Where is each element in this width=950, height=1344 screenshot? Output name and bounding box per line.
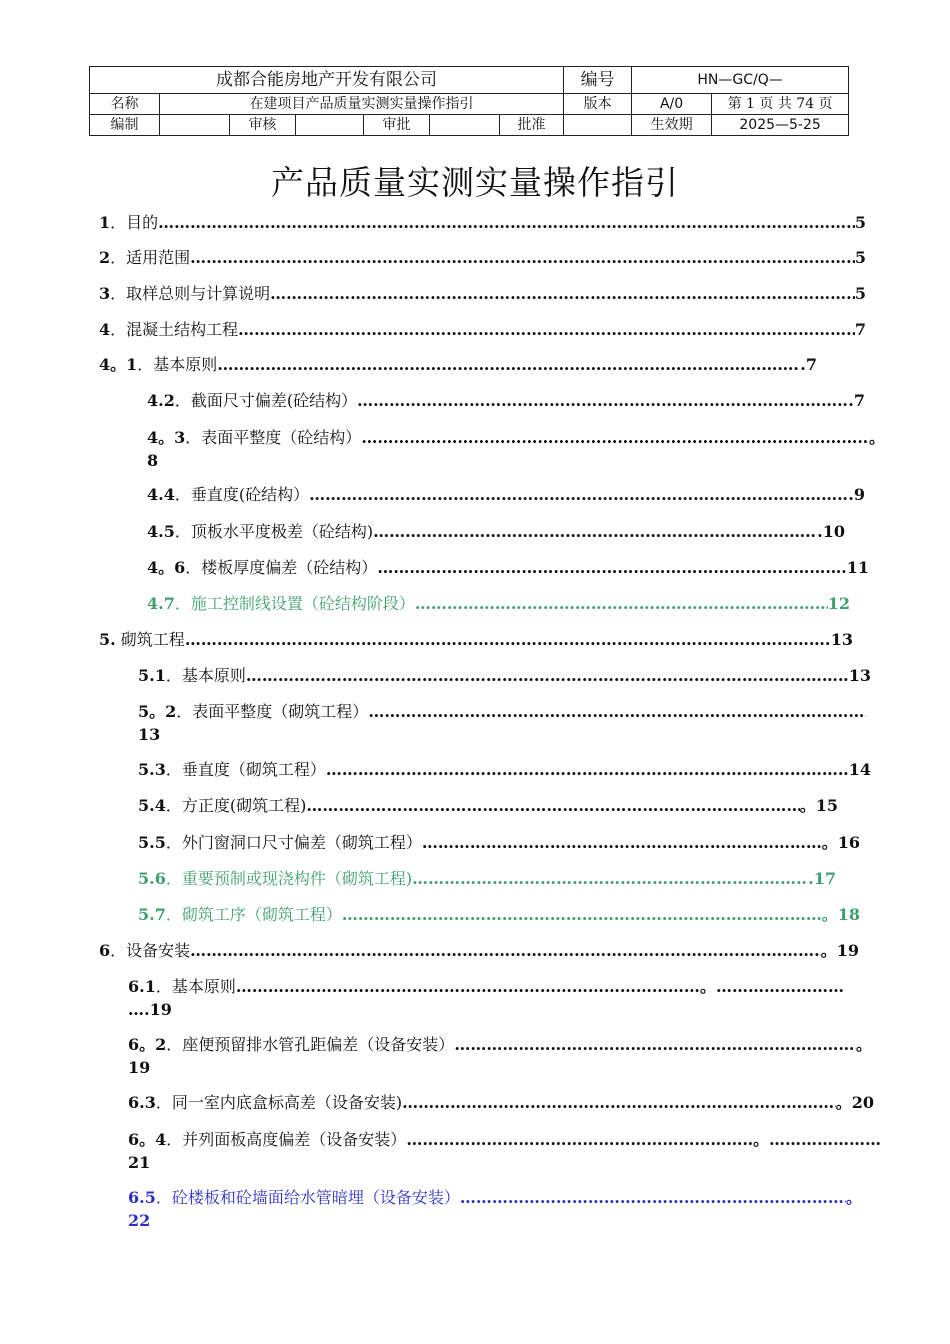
- toc-entry-page: 14: [848, 760, 871, 779]
- toc-entry[interactable]: [128, 1091, 874, 1114]
- toc-entry-page: 。18: [821, 905, 860, 924]
- toc-entry-title: [99, 318, 238, 341]
- toc-entry-number: 5.3: [138, 760, 166, 779]
- toc-entry-title: [147, 389, 357, 412]
- toc-entry-text: 取样总则与计算说明: [126, 284, 271, 303]
- toc-entry-number: 1: [99, 213, 111, 232]
- toc-entry-separator: ．: [155, 1188, 172, 1207]
- toc-entry-text: 基本原则: [153, 355, 218, 374]
- toc-entry[interactable]: [128, 975, 844, 1021]
- toc-entry-title: [99, 939, 190, 962]
- toc-entry-separator: ．: [165, 905, 182, 924]
- toc-entry-text: 并列面板高度偏差（设备安装）: [182, 1130, 407, 1149]
- toc-entry-page: 5: [854, 284, 866, 303]
- page-info: 第 1 页 共 74 页: [712, 94, 849, 115]
- toc-dot-leader: [373, 520, 817, 543]
- toc-entry-title: [147, 556, 377, 579]
- toc-entry-text: 表面平整度（砌筑工程）: [192, 702, 369, 721]
- toc-entry-text: 同一室内底盒标高差（设备安装): [171, 1093, 403, 1112]
- toc-entry-page-wrap: ….19: [128, 1000, 172, 1019]
- toc-entry-text: 目的: [126, 213, 159, 232]
- toc-entry-page: .11: [841, 558, 869, 577]
- toc-entry[interactable]: [99, 282, 866, 305]
- toc-entry-number: 4.7: [147, 594, 175, 613]
- toc-entry-title: [138, 758, 326, 781]
- toc-entry-separator: ．: [166, 1035, 183, 1054]
- toc-entry-text: 垂直度（砌筑工程）: [181, 760, 326, 779]
- toc-entry-separator: ．: [110, 284, 127, 303]
- toc-entry-text: 楼板厚度偏差（砼结构）: [201, 558, 378, 577]
- toc-dot-leader: [377, 556, 841, 579]
- version-value: A/0: [632, 94, 712, 115]
- toc-entry-page: 。……………………: [699, 977, 844, 996]
- toc-entry-title: [128, 1186, 460, 1209]
- toc-entry-title: [99, 246, 190, 269]
- toc-entry-separator: ．: [165, 833, 182, 852]
- toc-entry-page: 5: [854, 248, 866, 267]
- toc-entry-text: 砌筑工程: [120, 630, 185, 649]
- toc-entry[interactable]: [138, 867, 836, 890]
- toc-entry-number: 6: [99, 941, 111, 960]
- toc-entry-page-wrap: 21: [128, 1153, 151, 1172]
- toc-dot-leader: [412, 867, 808, 890]
- toc-entry-title: [128, 975, 236, 998]
- name-value: 在建项目产品质量实测实量操作指引: [160, 94, 564, 115]
- toc-entry-number: 4。3: [147, 428, 186, 447]
- toc-entry-title: [99, 211, 158, 234]
- toc-entry-title: [138, 831, 422, 854]
- toc-entry-title: [128, 1128, 406, 1151]
- toc-entry-page: 。15: [799, 796, 838, 815]
- toc-entry[interactable]: [128, 1033, 872, 1079]
- toc-entry-number: 4.4: [147, 485, 175, 504]
- code-value: HN—GC/Q—: [632, 67, 849, 94]
- toc-dot-leader: [309, 483, 848, 506]
- toc-entry-page: .10: [817, 522, 845, 541]
- toc-entry-text: 基本原则: [171, 977, 236, 996]
- toc-entry-number: 6.3: [128, 1093, 156, 1112]
- toc-entry-text: 外门窗洞口尺寸偏差（砌筑工程）: [181, 833, 422, 852]
- toc-entry-page: 。: [868, 428, 885, 447]
- toc-entry-title: [138, 794, 306, 817]
- toc-entry-page: 。19: [820, 941, 859, 960]
- toc-entry[interactable]: [99, 318, 866, 341]
- toc-entry-page: 。: [845, 1188, 862, 1207]
- toc-entry[interactable]: [147, 483, 865, 506]
- toc-dot-leader: [190, 939, 821, 962]
- review-value: [296, 115, 364, 136]
- toc-dot-leader: [217, 353, 800, 376]
- toc-entry-text: 设备安装: [126, 941, 191, 960]
- toc-entry-separator: ．: [176, 702, 193, 721]
- toc-entry-text: 施工控制线设置（砼结构阶段）: [190, 594, 415, 613]
- toc-entry-number: 4.2: [147, 391, 175, 410]
- document-title: 产品质量实测实量操作指引: [271, 163, 679, 202]
- toc-dot-leader: [236, 975, 700, 998]
- toc-entry-separator: ．: [166, 1130, 183, 1149]
- toc-dot-leader: [454, 1033, 856, 1056]
- toc-entry-separator: ．: [165, 796, 182, 815]
- toc-entry-separator: ．: [185, 428, 202, 447]
- toc-entry-separator: ．: [137, 355, 154, 374]
- toc-entry-separator: ．: [110, 213, 127, 232]
- toc-entry-title: [138, 664, 246, 687]
- toc-entry[interactable]: [99, 628, 853, 651]
- toc-entry-separator: ．: [174, 485, 191, 504]
- toc-entry-separator: ．: [155, 1093, 172, 1112]
- toc-entry[interactable]: [138, 831, 860, 854]
- toc-entry[interactable]: [138, 664, 871, 687]
- toc-entry-separator: ．: [110, 320, 127, 339]
- toc-entry-title: [147, 520, 373, 543]
- toc-entry-text: 截面尺寸偏差(砼结构）: [190, 391, 358, 410]
- toc-entry-separator: ．: [174, 594, 191, 613]
- prepared-label: 编制: [90, 115, 160, 136]
- toc-dot-leader: [402, 1091, 836, 1114]
- toc-entry-separator: ．: [155, 977, 172, 996]
- toc-entry-separator: ．: [174, 522, 191, 541]
- toc-entry-page: 。20: [835, 1093, 874, 1112]
- toc-entry-text: 表面平整度（砼结构）: [201, 428, 362, 447]
- toc-entry-separator: ．: [185, 558, 202, 577]
- toc-entry-page-wrap: 22: [128, 1211, 151, 1230]
- toc-entry-number: 5.6: [138, 869, 166, 888]
- toc-entry-page-wrap: 13: [138, 725, 161, 744]
- toc-entry-separator: ．: [110, 248, 127, 267]
- toc-entry-text: 混凝土结构工程: [126, 320, 239, 339]
- toc-dot-leader: [368, 700, 866, 723]
- toc-dot-leader: [415, 592, 828, 615]
- toc-entry-number: 5。2: [138, 702, 177, 721]
- toc-entry-number: 5.7: [138, 905, 166, 924]
- toc-entry-separator: ．: [174, 391, 191, 410]
- toc-dot-leader: [361, 426, 869, 449]
- toc-entry-title: [138, 700, 368, 723]
- company-name: 成都合能房地产开发有限公司: [90, 67, 564, 94]
- toc-entry-title: [128, 1033, 454, 1056]
- toc-entry[interactable]: [138, 794, 838, 817]
- toc-entry[interactable]: [128, 1186, 862, 1232]
- toc-entry-text: 适用范围: [126, 248, 191, 267]
- toc-entry-text: 顶板水平度极差（砼结构): [190, 522, 374, 541]
- toc-entry-title: [147, 483, 309, 506]
- toc-dot-leader: [306, 794, 799, 817]
- toc-entry-page: .7: [848, 391, 865, 410]
- toc-dot-leader: [190, 246, 855, 269]
- toc-entry-text: 垂直度(砼结构）: [190, 485, 310, 504]
- toc-entry-page: 。…………………: [752, 1130, 881, 1149]
- toc-entry[interactable]: [147, 389, 865, 412]
- toc-entry-number: 6。2: [128, 1035, 167, 1054]
- toc-entry-page: 。: [855, 1035, 872, 1054]
- toc-entry-number: 4。1: [99, 355, 138, 374]
- toc-entry-page: 7: [854, 320, 866, 339]
- effective-date: 2025—5-25: [712, 115, 849, 136]
- toc-entry-text: 座便预留排水管孔距偏差（设备安装）: [182, 1035, 455, 1054]
- toc-entry[interactable]: [138, 700, 866, 746]
- toc-entry-number: 6.5: [128, 1188, 156, 1207]
- code-label: 编号: [564, 67, 632, 94]
- toc-entry-separator: ．: [110, 941, 127, 960]
- toc-entry[interactable]: [99, 939, 859, 962]
- toc-dot-leader: [238, 318, 855, 341]
- toc-entry[interactable]: [99, 353, 817, 376]
- toc-dot-leader: [185, 628, 831, 651]
- toc-entry-page: 12: [827, 594, 850, 613]
- toc-entry-title: [99, 282, 270, 305]
- toc-entry[interactable]: [99, 246, 866, 269]
- toc-dot-leader: [422, 831, 822, 854]
- toc-dot-leader: [158, 211, 855, 234]
- toc-entry-title: [99, 628, 185, 651]
- toc-entry-number: 5.1: [138, 666, 166, 685]
- toc-entry-number: 5.5: [138, 833, 166, 852]
- approve-label: 审批: [364, 115, 430, 136]
- review-label: 审核: [230, 115, 296, 136]
- toc-entry-page-wrap: 8: [147, 451, 159, 470]
- toc-entry-page: 13: [830, 630, 853, 649]
- toc-entry-title: [99, 353, 217, 376]
- toc-entry-number: 5.: [99, 630, 116, 649]
- toc-dot-leader: [342, 903, 822, 926]
- toc-entry-number: 2: [99, 248, 111, 267]
- toc-entry-number: 4。6: [147, 558, 186, 577]
- toc-entry[interactable]: [128, 1128, 881, 1174]
- toc-dot-leader: [406, 1128, 753, 1151]
- toc-entry-title: [138, 903, 342, 926]
- toc-entry[interactable]: [99, 211, 866, 234]
- toc-entry-number: 4.5: [147, 522, 175, 541]
- toc-entry-page: 。16: [821, 833, 860, 852]
- toc-entry-separator: ．: [165, 760, 182, 779]
- toc-dot-leader: [357, 389, 848, 412]
- toc-dot-leader: [270, 282, 855, 305]
- toc-entry-text: 基本原则: [181, 666, 246, 685]
- toc-dot-leader: [326, 758, 849, 781]
- toc-entry-page: 5: [854, 213, 866, 232]
- version-label: 版本: [564, 94, 632, 115]
- document-header-table: [89, 66, 849, 136]
- toc-entry[interactable]: [138, 758, 871, 781]
- toc-entry-number: 6。4: [128, 1130, 167, 1149]
- toc-entry-text: 方正度(砌筑工程): [181, 796, 307, 815]
- toc-entry-number: 6.1: [128, 977, 156, 996]
- prepared-value: [160, 115, 230, 136]
- toc-entry-page: .9: [848, 485, 865, 504]
- ratify-value: [564, 115, 632, 136]
- toc-entry-page: .7: [800, 355, 817, 374]
- toc-dot-leader: [460, 1186, 846, 1209]
- toc-entry-title: [147, 592, 415, 615]
- toc-entry-separator: ．: [165, 666, 182, 685]
- toc-dot-leader: [246, 664, 849, 687]
- toc-entry[interactable]: [147, 426, 885, 472]
- toc-entry-separator: ．: [165, 869, 182, 888]
- ratify-label: 批准: [500, 115, 564, 136]
- toc-entry-text: 砌筑工序（砌筑工程）: [181, 905, 342, 924]
- toc-entry-number: 3: [99, 284, 111, 303]
- toc-entry-title: [128, 1091, 402, 1114]
- toc-entry-number: 5.4: [138, 796, 166, 815]
- toc-entry[interactable]: [147, 520, 845, 543]
- toc-entry[interactable]: [147, 556, 869, 579]
- toc-entry-text: 重要预制或现浇构件（砌筑工程): [181, 869, 413, 888]
- effective-label: 生效期: [632, 115, 712, 136]
- toc-entry-page: 13: [848, 666, 871, 685]
- toc-entry-text: 砼楼板和砼墙面给水管暗埋（设备安装）: [171, 1188, 460, 1207]
- toc-entry-title: [138, 867, 412, 890]
- toc-entry[interactable]: [138, 903, 860, 926]
- toc-entry-number: 4: [99, 320, 111, 339]
- approve-value: [430, 115, 500, 136]
- name-label: 名称: [90, 94, 160, 115]
- toc-entry-title: [147, 426, 361, 449]
- toc-entry-page-wrap: 19: [128, 1058, 151, 1077]
- toc-entry-page: .17: [808, 869, 836, 888]
- toc-entry[interactable]: [147, 592, 850, 615]
